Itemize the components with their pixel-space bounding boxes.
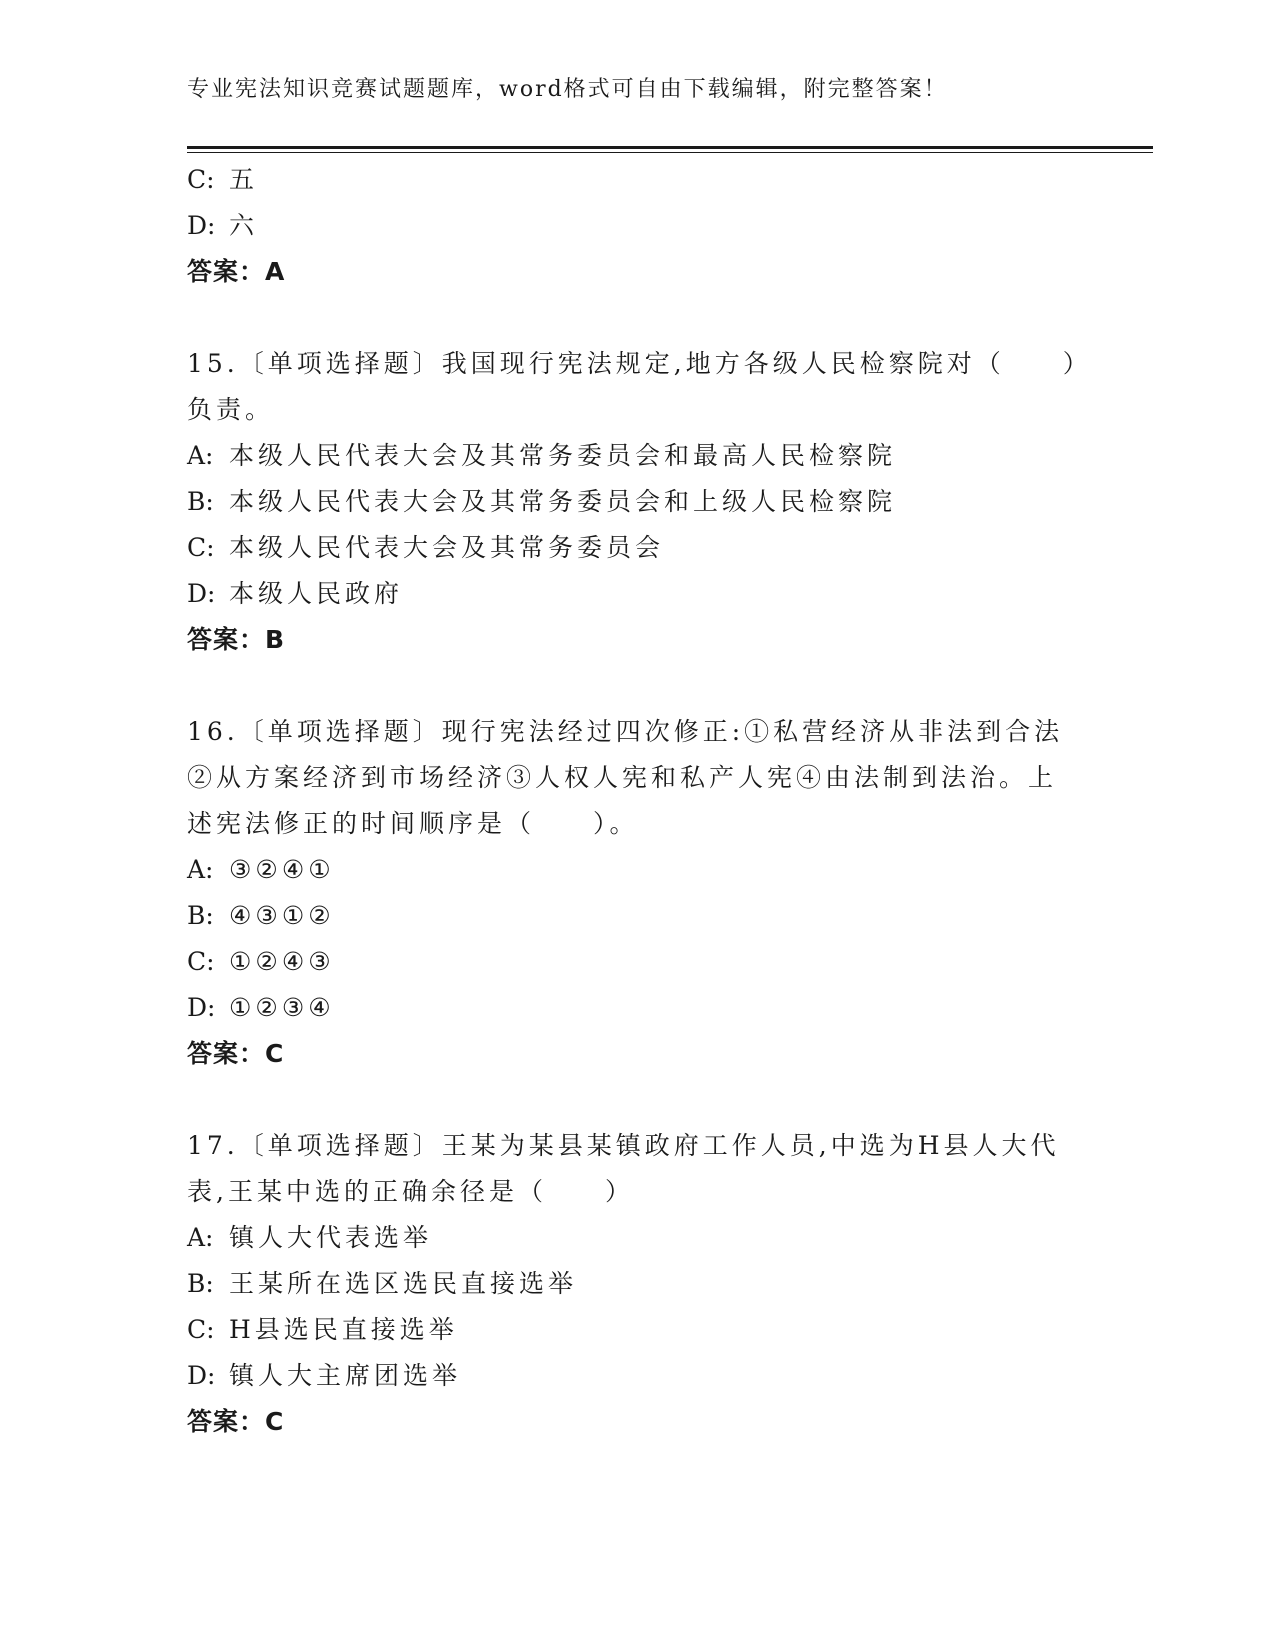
- option-text: ①②④③: [229, 947, 335, 976]
- option-key: B:: [187, 901, 214, 930]
- question-stem-line: 15.〔单项选择题〕我国现行宪法规定,地方各级人民检察院对（ ）: [187, 349, 1092, 378]
- answer-line: 答案：B: [187, 625, 286, 654]
- question-stem-line: 负责。: [187, 395, 275, 424]
- option-a: [187, 1215, 1067, 1261]
- option-text: 五: [229, 165, 259, 194]
- page-header: 专业宪法知识竞赛试题题库，word格式可自由下载编辑，附完整答案！: [187, 77, 948, 102]
- option-key: C:: [187, 165, 215, 194]
- option-text: 本级人民代表大会及其常务委员会: [229, 533, 665, 562]
- spacer: [187, 663, 1067, 709]
- option-b: [187, 1261, 1067, 1307]
- question-17: [187, 1123, 1067, 1445]
- option-b: [187, 479, 1067, 525]
- option-a: [187, 433, 1067, 479]
- document-content: [187, 157, 1092, 1445]
- option-text: 本级人民政府: [229, 579, 404, 608]
- option-text: 六: [229, 211, 259, 240]
- option-key: A:: [187, 855, 214, 884]
- option-c: [187, 157, 1067, 203]
- option-key: D:: [187, 579, 216, 608]
- option-text: 镇人大主席团选举: [229, 1361, 462, 1390]
- option-text: 镇人大代表选举: [229, 1223, 433, 1252]
- option-key: B:: [187, 487, 214, 516]
- option-c: [187, 939, 1067, 985]
- option-text: ③②④①: [229, 855, 335, 884]
- option-c: [187, 525, 1067, 571]
- option-text: 王某所在选区选民直接选举: [229, 1269, 578, 1298]
- answer-line: 答案：C: [187, 1039, 285, 1068]
- option-key: D:: [187, 211, 216, 240]
- option-d: [187, 571, 1067, 617]
- header-rule-thin: [187, 152, 1153, 153]
- option-text: 本级人民代表大会及其常务委员会和最高人民检察院: [229, 441, 897, 470]
- question-15: [187, 341, 1092, 663]
- question-stem-line: 16.〔单项选择题〕现行宪法经过四次修正:①私营经济从非法到合法: [187, 717, 1064, 746]
- option-text: 本级人民代表大会及其常务委员会和上级人民检察院: [229, 487, 897, 516]
- option-d: [187, 203, 1067, 249]
- option-key: C:: [187, 533, 215, 562]
- option-text: ④③①②: [229, 901, 335, 930]
- option-key: D:: [187, 1361, 216, 1390]
- option-key: B:: [187, 1269, 214, 1298]
- question-stem-line: 述宪法修正的时间顺序是（ ）。: [187, 809, 639, 838]
- question-16: [187, 709, 1067, 1077]
- option-key: D:: [187, 993, 216, 1022]
- spacer: [187, 1077, 1067, 1123]
- option-key: C:: [187, 1315, 215, 1344]
- option-text: ①②③④: [229, 993, 335, 1022]
- continued-question: [187, 157, 1067, 295]
- option-b: [187, 893, 1067, 939]
- option-a: [187, 847, 1067, 893]
- question-stem-line: 表,王某中选的正确余径是（ ）: [187, 1177, 634, 1206]
- question-stem-line: 17.〔单项选择题〕王某为某县某镇政府工作人员,中选为H县人大代: [187, 1131, 1060, 1160]
- spacer: [187, 295, 1067, 341]
- answer-line: 答案：C: [187, 1407, 285, 1436]
- header-rule-thick: [187, 146, 1153, 149]
- option-key: A:: [187, 441, 214, 470]
- option-key: A:: [187, 1223, 214, 1252]
- option-text: H县选民直接选举: [229, 1315, 458, 1344]
- option-key: C:: [187, 947, 215, 976]
- answer-line: 答案：A: [187, 257, 286, 286]
- option-d: [187, 985, 1067, 1031]
- option-c: [187, 1307, 1067, 1353]
- option-d: [187, 1353, 1067, 1399]
- question-stem-line: ②从方案经济到市场经济③人权人宪和私产人宪④由法制到法治。上: [187, 763, 1058, 792]
